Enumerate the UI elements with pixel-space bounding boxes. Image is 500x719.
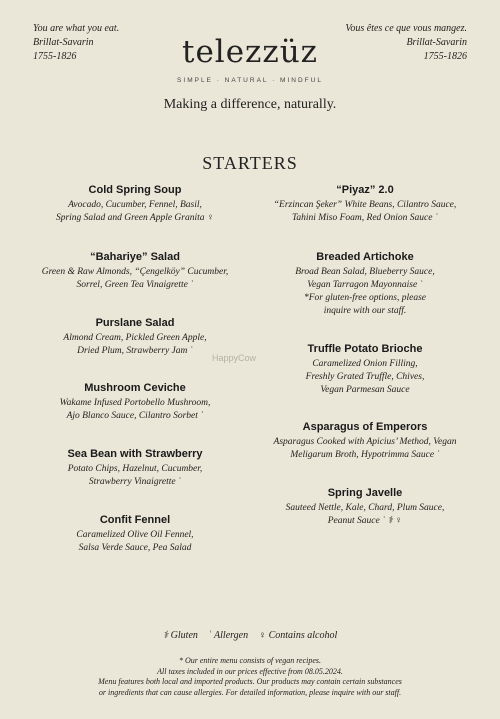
dish-note: inquire with our staff. [323,306,407,316]
menu-item [255,487,475,528]
dish-desc: Salsa Verde Sauce, Pea Salad [78,543,192,553]
dish-name: Purslane Salad [95,317,175,329]
section-title: STARTERS [202,153,298,173]
dish-desc: Green & Raw Almonds, “Çengelköy” Cucumber, [41,267,229,277]
watermark: HappyCow [212,353,257,363]
note-line: All taxes included in our prices effective from 08.05.2024. [157,666,343,676]
dish-name: Sea Bean with Strawberry [67,448,203,460]
allergen-legend-item: ʿ Allergen [208,630,249,641]
dish-desc: Asparagus Cooked with Apicius’ Method, Vegan [273,437,457,447]
alcohol-legend: ♀ Contains alcohol [258,630,338,641]
dish-desc: Caramelized Olive Oil Fennel, [76,530,194,540]
note-line: * Our entire menu consists of vegan recipes. [178,656,322,665]
allergen-legend [0,630,500,641]
note-line: Menu features both local and imported products. Our products may contain certain substances [98,677,402,686]
dish-desc: Strawberry Vinaigrette ʿ [88,477,182,487]
menu-item [25,448,245,489]
dish-name: “Piyaz” 2.0 [336,184,394,196]
restaurant-logo: telezzüz [181,34,319,70]
dish-desc: Meligarum Broth, Hypotrimma Sauce ʿ [290,450,440,460]
dish-desc: Potato Chips, Hazelnut, Cucumber, [67,464,203,474]
menu-item [255,421,475,462]
dish-desc: Peanut Sauce ʿ ⚕ ♀ [327,516,403,526]
dish-desc: Broad Bean Salad, Blueberry Sauce, [295,267,435,277]
dish-desc: Dried Plum, Strawberry Jam ʿ [77,346,193,356]
gluten-legend: ⚕ Gluten [162,630,198,641]
menu-item [25,382,245,423]
dish-name: Truffle Potato Brioche [307,343,423,355]
dish-desc: “Erzincan Şeker” White Beans, Cilantro Sauce, [273,200,457,210]
dish-desc: Almond Cream, Pickled Green Apple, [63,333,207,343]
dish-desc: Avocado, Cucumber, Fennel, Basil, [68,200,202,210]
dish-name: Confit Fennel [99,514,171,526]
quote-line: Vous êtes ce que vous mangez. [345,23,467,34]
quote-author: Brillat-Savarin [406,37,467,48]
menu-item [25,317,245,358]
dish-desc: Caramelized Onion Filling, [312,359,418,369]
menu-item [25,514,245,555]
dish-desc: Vegan Parmesan Sauce [320,385,410,395]
dish-name: Cold Spring Soup [88,184,182,196]
menu-item [25,184,245,225]
dish-desc: Spring Salad and Green Apple Granita ♀ [55,213,215,223]
dish-desc: Sorrel, Green Tea Vinaigrette ʿ [76,280,194,290]
quote-years: 1755-1826 [33,51,77,62]
note-line: or ingredients that can cause allergies. For detailed information, please inquire with our staff. [98,687,402,697]
dish-name: Spring Javelle [327,487,403,499]
dish-desc: Freshly Grated Truffle, Chives, [305,372,425,382]
menu-item [25,251,245,292]
dish-name: Breaded Artichoke [316,251,414,263]
menu-item [255,184,475,225]
dish-note: *For gluten-free options, please [303,293,427,303]
dish-name: “Bahariye” Salad [90,251,180,263]
dish-name: Asparagus of Emperors [302,421,428,433]
menu-item [255,251,475,318]
menu-item [255,343,475,397]
dish-desc: Vegan Tarragon Mayonnaise ʿ [307,280,423,290]
quote-author: Brillat-Savarin [33,37,94,48]
dish-desc: Ajo Blanco Sauce, Cilantro Sorbet ʿ [66,411,204,421]
dish-desc: Wakame Infused Portobello Mushroom, [59,398,211,408]
tagline: SIMPLE · NATURAL · MINDFUL [177,77,323,84]
dish-name: Mushroom Ceviche [84,382,186,394]
dish-desc: Sauteed Nettle, Kale, Chard, Plum Sauce, [285,503,445,513]
quote-line: You are what you eat. [33,23,120,34]
dish-desc: Tahini Miso Foam, Red Onion Sauce ʿ [291,213,439,223]
quote-years: 1755-1826 [423,51,467,62]
footer-notes [0,656,500,698]
motto: Making a difference, naturally. [163,97,337,112]
